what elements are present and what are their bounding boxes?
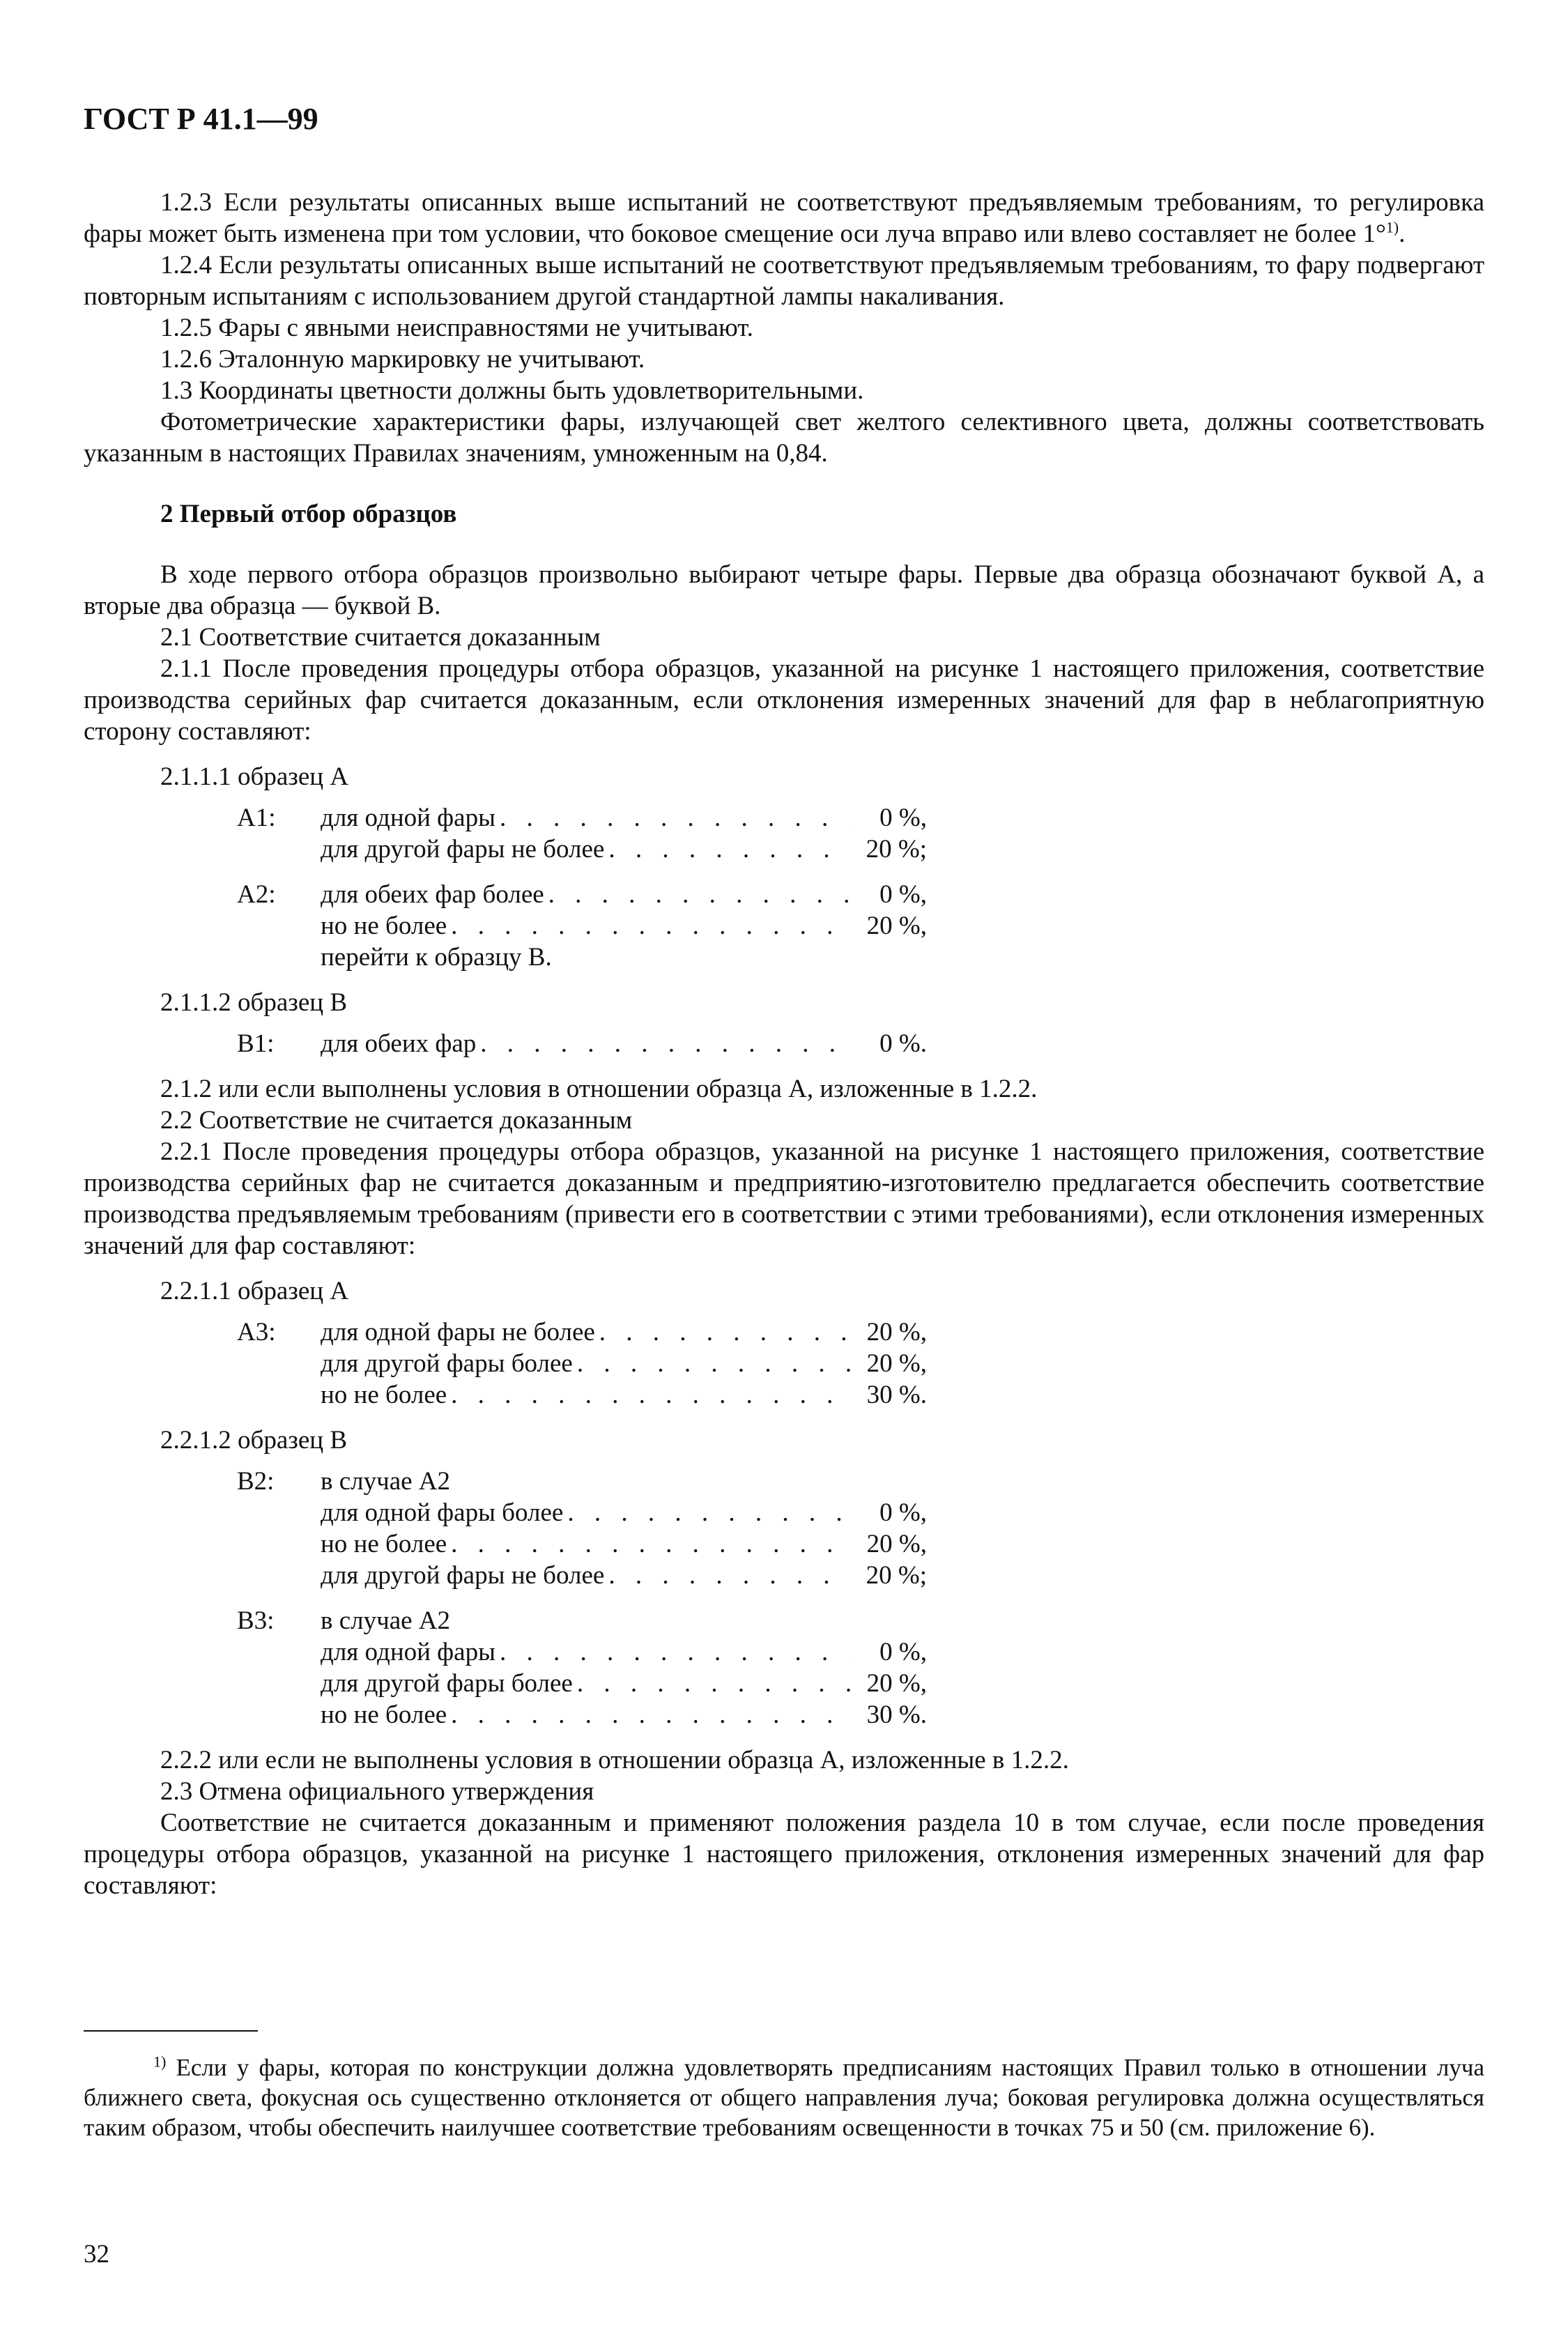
spec-line: для другой фары не более . . . 20 %; (321, 1560, 927, 1591)
footnote (84, 2052, 1484, 2142)
spec-line: но не более . . . 30 %. (321, 1379, 927, 1411)
footnote-reference: 1) (1385, 218, 1399, 236)
paragraph-2-3-text: Соответствие не считается доказанным и применяют положения раздела 10 в том случае, если после проведения процедуры отбора образцов, указанной на рисунке 1 настоящего приложения, отклонения измеренных значений для фар составляют: (84, 1809, 1484, 1900)
subsection-2-1-1-1: 2.1.1.1 образец А (160, 762, 349, 791)
spec-line: для одной фары не более . . . 20 %, (321, 1317, 927, 1348)
page-number: 32 (84, 2240, 109, 2269)
paragraph-1-3: 1.3 Координаты цветности должны быть удовлетворительными. (160, 376, 864, 405)
spec-line: для одной фары более . . . 0 %, (321, 1497, 927, 1528)
spec-block-a1 (237, 802, 1484, 865)
footnote-divider (84, 2030, 258, 2032)
spec-label: В1: (237, 1029, 275, 1058)
spec-case: в случае А2 (321, 1467, 451, 1496)
subsection-2-2-1-2: 2.2.1.2 образец В (160, 1426, 348, 1455)
spec-line: но не более . . . 20 %, (321, 1528, 927, 1560)
paragraph-1-2-5: 1.2.5 Фары с явными неисправностями не учитывают. (160, 314, 753, 342)
footnote-mark: 1) (153, 2052, 167, 2071)
spec-line: для другой фары более . . . 20 %, (321, 1348, 927, 1379)
paragraph-1-2-3 (84, 187, 1484, 250)
spec-label: В3: (237, 1606, 275, 1635)
spec-label: А2: (237, 880, 276, 909)
spec-line: для другой фары не более . . . 20 %; (321, 834, 927, 865)
paragraph-2-1: 2.1 Соответствие считается доказанным (160, 623, 601, 652)
paragraph-2-1-1: 2.1.1 После проведения процедуры отбора образцов, указанной на рисунке 1 настоящего приложения, соответствие производства серийных фар считается доказанным, если отклонения измеренных значений для фар в неблагоприятную сторону составляют: (84, 654, 1484, 746)
spec-line: перейти к образцу В. (321, 943, 552, 972)
footnote-text: Если у фары, которая по конструкции должна удовлетворять предписаниям настоящих Правил только в отношении луча ближнего света, фокусная ось существенно отклоняется от общего направления луча; боковая регулировка должна осуществляться таким образом, чтобы обеспечить наилучшее соответствие требованиям освещенности в точках 75 и 50 (см. приложение 6). (84, 2054, 1485, 2141)
paragraph-photometric: Фотометрические характеристики фары, излучающей свет желтого селективного цвета, должны соответствовать указанным в настоящих Правилах значениям, умноженным на 0,84. (84, 408, 1484, 468)
subsection-2-2-1-1: 2.2.1.1 образец А (160, 1277, 349, 1305)
spec-block-b1 (237, 1028, 1484, 1059)
paragraph-1-2-6: 1.2.6 Эталонную маркировку не учитывают. (160, 345, 645, 374)
paragraph-section2-intro: В ходе первого отбора образцов произвольно выбирают четыре фары. Первые два образца обозначают буквой А, а вторые два образца — буквой В. (84, 560, 1484, 620)
spec-block-a3 (237, 1317, 1484, 1411)
paragraph-2-2-2: 2.2.2 или если не выполнены условия в отношении образца А, изложенные в 1.2.2. (160, 1746, 1069, 1774)
paragraph-2-1-2: 2.1.2 или если выполнены условия в отношении образца А, изложенные в 1.2.2. (160, 1075, 1038, 1103)
spec-block-b2 (237, 1466, 1484, 1591)
paragraph-text: 1.2.3 Если результаты описанных выше испытаний не соответствуют предъявляемым требованиям, то регулировка фары может быть изменена при том условии, что боковое смещение оси луча вправо или влево составляет не более 1° (84, 188, 1484, 248)
section-heading: 2 Первый отбор образцов (160, 500, 457, 528)
spec-label: А1: (237, 804, 276, 832)
spec-line: для обеих фар . . . 0 %. (321, 1028, 927, 1059)
spec-label: А3: (237, 1318, 276, 1346)
spec-line: для обеих фар более . . . 0 %, (321, 879, 927, 910)
paragraph-1-2-4: 1.2.4 Если результаты описанных выше испытаний не соответствуют предъявляемым требованиям, то фару подвергают повторным испытаниям с использованием другой стандартной лампы накаливания. (84, 251, 1484, 311)
paragraph-tail: . (1399, 220, 1406, 248)
spec-line: но не более . . . 20 %, (321, 910, 927, 942)
paragraph-2-2: 2.2 Соответствие не считается доказанным (160, 1106, 633, 1135)
paragraph-2-3: 2.3 Отмена официального утверждения (160, 1777, 594, 1806)
subsection-2-1-1-2: 2.1.1.2 образец В (160, 988, 348, 1017)
paragraph-2-2-1: 2.2.1 После проведения процедуры отбора образцов, указанной на рисунке 1 настоящего приложения, соответствие производства серийных фар не считается доказанным и предприятию-изготовителю предлагается обеспечить соответствие производства предъявляемым требованиям (привести его в соответствии с этими требованиями), если отклонения измеренных значений для фар составляют: (84, 1137, 1484, 1260)
spec-line: для другой фары более . . . 20 %, (321, 1668, 927, 1699)
spec-block-b3 (237, 1605, 1484, 1731)
document-header: ГОСТ Р 41.1—99 (84, 102, 318, 136)
spec-line: но не более . . . 30 %. (321, 1699, 927, 1731)
main-content (84, 187, 1484, 1901)
spec-line: для одной фары . . . 0 %, (321, 1636, 927, 1668)
spec-case: в случае А2 (321, 1606, 451, 1635)
spec-line: для одной фары . . . 0 %, (321, 802, 927, 834)
spec-block-a2 (237, 879, 1484, 973)
spec-label: В2: (237, 1467, 275, 1496)
